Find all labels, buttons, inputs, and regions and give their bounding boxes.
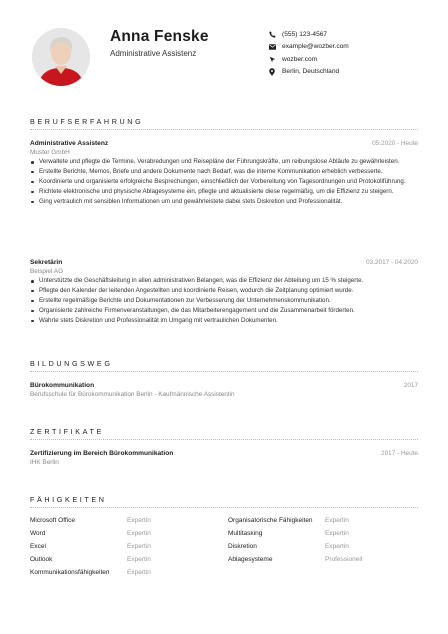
person-name: Anna Fenske	[110, 28, 209, 45]
contact-phone-text: (555) 123-4567	[282, 30, 328, 38]
contact-phone	[268, 28, 349, 41]
skill-level: Expertin	[127, 556, 151, 563]
skill-level: Expertin	[127, 517, 151, 524]
certificate-title: Zertifizierung im Bereich Bürokommunikation	[30, 450, 174, 457]
job-bullet: Richtete elektronische und physische Ablagesysteme ein, pflegte und aktualisierte diese regelmäßig, um die Effizienz zu steigern.	[30, 188, 412, 197]
contact-email	[268, 41, 349, 54]
skill-name: Outlook	[30, 556, 53, 563]
person-avatar-icon	[32, 28, 90, 86]
section-title-certificates: ZERTIFIKATE	[30, 427, 104, 436]
contact-location	[268, 66, 349, 79]
section-divider	[30, 129, 418, 130]
certificate-issuer: IHK Berlin	[30, 459, 59, 466]
link-icon	[268, 55, 276, 63]
skill-name: Microsoft Office	[30, 517, 76, 524]
job-entry-date: 03.2017 - 04.2020	[366, 259, 418, 266]
job-bullet: Erstellte Berichte, Memos, Briefe und andere Dokumente nach Bedarf, was die interne Kommunikation erheblich verbesserte.	[30, 168, 412, 177]
section-title-skills: FÄHIGKEITEN	[30, 495, 107, 504]
skill-level: Expertin	[127, 543, 151, 550]
job-bullet: Ging vertraulich mit sensiblen Informationen um und gewährleistete dabei stets Diskretion und Professionalität.	[30, 198, 412, 207]
certificate-date: 2017 - Heute	[381, 450, 418, 457]
contact-email-text[interactable]: example@wozber.com	[282, 43, 349, 51]
section-title-education: BILDUNGSWEG	[30, 359, 113, 368]
section-divider	[30, 439, 418, 440]
job-bullet: Pflegte den Kalender der leitenden Angestellten und koordinierte Reisen, wodurch die Zeitplanung optimiert wurde.	[30, 287, 412, 296]
skill-name: Excel	[30, 543, 46, 550]
phone-icon	[268, 30, 276, 38]
skill-level: Professionell	[325, 556, 363, 563]
skill-level: Expertin	[325, 530, 349, 537]
contact-website	[268, 53, 349, 66]
job-title: Administrative Assistenz	[110, 49, 197, 58]
skill-level: Expertin	[127, 530, 151, 537]
contact-website-text[interactable]: wozber.com	[282, 55, 318, 63]
skill-level: Expertin	[325, 517, 349, 524]
skill-name: Word	[30, 530, 46, 537]
job-bullet-list	[30, 158, 412, 207]
section-divider	[30, 371, 418, 372]
section-title-experience: BERUFSERFAHRUNG	[30, 117, 144, 126]
skill-name: Ablagesysteme	[228, 556, 273, 563]
job-bullet: Unterstützte die Geschäftsleitung in allen administrativen Belangen, was die Effizienz der Abteilung um 15 % steigerte.	[30, 277, 412, 286]
job-bullet: Koordinierte und organisierte erfolgreiche Besprechungen, einschließlich der Vorbereitung von Tagesordnungen und Protokollführung.	[30, 178, 412, 187]
job-entry-title: Administrative Assistenz	[30, 140, 109, 147]
education-title: Bürokommunikation	[30, 382, 95, 389]
job-bullet-list	[30, 277, 412, 326]
contact-location-text: Berlin, Deutschland	[282, 68, 340, 76]
job-entry-company: Beispiel AG	[30, 268, 64, 275]
job-bullet: Verwaltete und pflegte die Termine, Verabredungen und Reisepläne der Führungskräfte, um reibungslose Abläufe zu gewährleisten.	[30, 158, 412, 167]
contact-list	[268, 28, 349, 78]
job-entry-title: Sekretärin	[30, 259, 63, 266]
skill-level: Expertin	[325, 543, 349, 550]
skill-name: Organisatorische Fähigkeiten	[228, 517, 313, 524]
profile-photo	[32, 28, 90, 86]
skill-name: Multitasking	[228, 530, 263, 537]
job-bullet: Organisierte zahlreiche Firmenveranstaltungen, die das Mitarbeiterengagement und die Zusammenarbeit förderten.	[30, 307, 412, 316]
skill-name: Diskretion	[228, 543, 257, 550]
job-entry-company: Muster GmbH	[30, 149, 70, 156]
mail-icon	[268, 43, 276, 51]
skill-level: Expertin	[127, 569, 151, 576]
job-bullet: Wahrte stets Diskretion und Professionalität im Umgang mit vertraulichen Dokumenten.	[30, 317, 412, 326]
education-school: Berufsschule für Bürokommunikation Berlin - Kaufmännische Assistentin	[30, 391, 235, 398]
job-entry-date: 05.2020 - Heute	[372, 140, 418, 147]
section-divider	[30, 507, 418, 508]
job-bullet: Erstellte regelmäßige Berichte und Dokumentationen zur Verbesserung der Unternehmenskommunikation.	[30, 297, 412, 306]
education-date: 2017	[403, 382, 418, 389]
location-icon	[268, 68, 276, 76]
skill-name: Kommunikationsfähigkeiten	[30, 569, 110, 576]
